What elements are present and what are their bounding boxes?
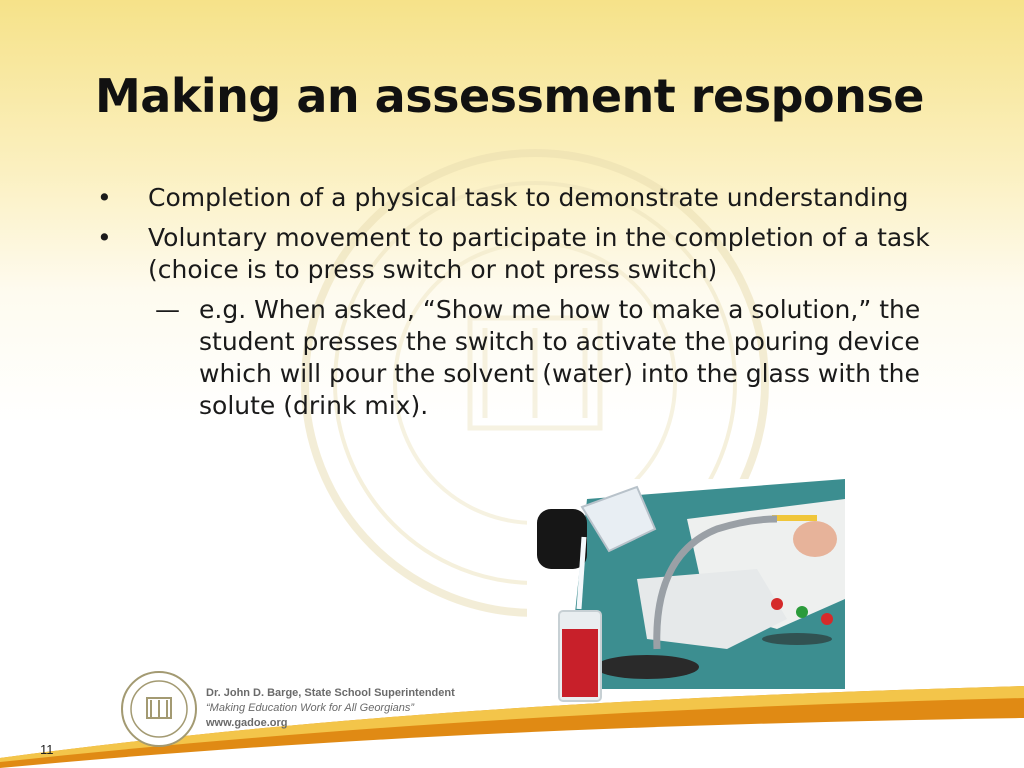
bullet-item [95, 182, 965, 214]
superintendent-name: Dr. John D. Barge, State School Superintendent [206, 687, 455, 699]
bullet-text: Voluntary movement to participate in the completion of a task (choice is to press switch or not press switch) [148, 223, 930, 284]
seal-logo-icon [120, 670, 198, 748]
footer-url[interactable]: www.gadoe.org [206, 717, 288, 729]
bullet-marker: • [97, 183, 112, 212]
bullet-marker: • [97, 223, 112, 252]
footer-credit [206, 686, 455, 731]
pouring-device-photo [527, 479, 845, 709]
slide-title: Making an assessment response [95, 69, 924, 123]
bullet-list [95, 182, 965, 422]
sub-bullet-marker: — [155, 295, 180, 324]
footer-motto: “Making Education Work for All Georgians” [206, 702, 415, 714]
sub-bullet-text: e.g. When asked, “Show me how to make a solution,” the student presses the switch to activate the pouring device which will pour the solvent (water) into the glass with the solute (drink mix). [199, 295, 921, 420]
sub-bullet-item [95, 294, 965, 422]
bullet-text: Completion of a physical task to demonstrate understanding [148, 183, 909, 212]
bullet-item [95, 222, 965, 286]
slide-number: 11 [40, 742, 54, 757]
